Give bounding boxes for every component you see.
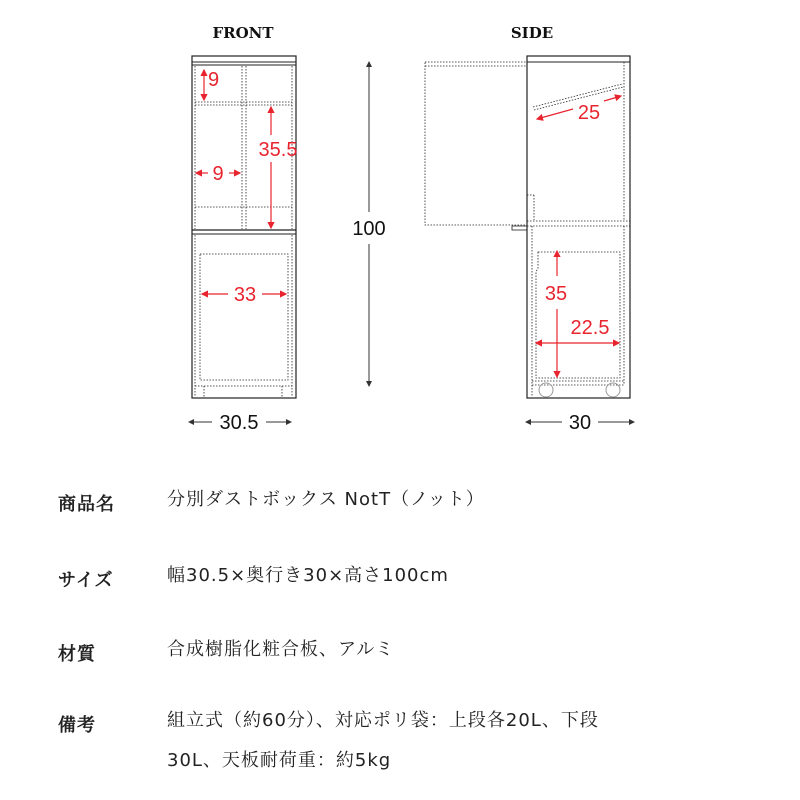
- total-width: 30.5: [219, 412, 259, 434]
- spec-label: 材質: [58, 644, 96, 665]
- side-lower-height: 35: [544, 283, 568, 305]
- spec-label: サイズ: [58, 570, 114, 591]
- total-depth: 30: [568, 412, 592, 434]
- front-title: FRONT: [212, 24, 274, 42]
- front-lower-width: 33: [233, 284, 257, 306]
- side-lid-length: 25: [577, 102, 601, 124]
- front-upper-height: 35.5: [258, 139, 298, 161]
- side-lower-depth: 22.5: [570, 317, 610, 339]
- front-inner-width: 9: [212, 163, 224, 185]
- spec-value: 分別ダストボックス NotT（ノット）: [167, 489, 485, 510]
- side-title: SIDE: [510, 24, 554, 42]
- spec-value: 幅30.5×奥行き30×高さ100cm: [167, 565, 449, 586]
- front-view: [192, 56, 296, 398]
- spec-value-line2: 30L、天板耐荷重：約5kg: [167, 750, 392, 771]
- spec-value: 組立式（約60分）、対応ポリ袋：上段各20L、下段: [167, 710, 599, 731]
- spec-label: 備考: [58, 715, 96, 736]
- total-height: 100: [352, 218, 386, 240]
- front-top-height: 9: [208, 69, 220, 91]
- spec-value: 合成樹脂化粧合板、アルミ: [167, 639, 395, 660]
- spec-label: 商品名: [58, 494, 115, 515]
